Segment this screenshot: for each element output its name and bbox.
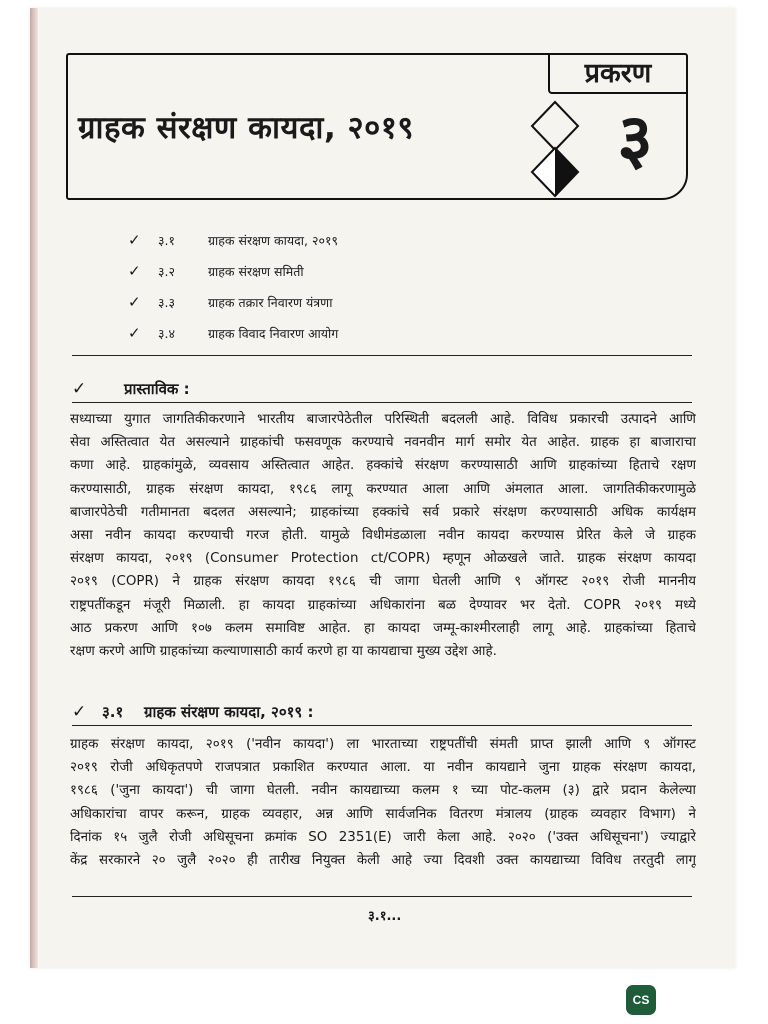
text-line: ग्राहक संरक्षण कायदा, २०१९ ('नवीन कायदा') ला भारताच्या राष्ट्रपतींची संमती प्राप्त झाली आणि ९ ऑगस्ट bbox=[70, 737, 696, 752]
toc-item-title: ग्राहक तक्रार निवारण यंत्रणा bbox=[208, 294, 333, 310]
diamond-decoration-icon bbox=[528, 98, 582, 198]
toc-item-number: ३.१ bbox=[158, 232, 175, 248]
section-paragraph bbox=[70, 733, 696, 872]
check-icon: ✓ bbox=[128, 293, 141, 311]
text-line: अधिकारांचा वापर करून, ग्राहक व्यवहार, अन्न आणि सार्वजनिक वितरण मंत्रालय (ग्राहक व्यवहार विभाग) ने bbox=[70, 806, 696, 822]
text-line: सेवा अस्तित्वात येत असल्याने ग्राहकांची फसवणूक करण्याचे नवनवीन मार्ग समोर येत आहेत. ग्राहक हा बाजाराचा bbox=[70, 435, 696, 451]
divider bbox=[72, 355, 692, 356]
toc-item-title: ग्राहक संरक्षण कायदा, २०१९ bbox=[208, 232, 338, 248]
divider bbox=[72, 725, 692, 726]
camscanner-badge-icon[interactable]: CS bbox=[626, 985, 656, 1015]
toc-item bbox=[128, 322, 338, 344]
chapter-label: प्रकरण bbox=[548, 54, 686, 94]
check-icon: ✓ bbox=[72, 702, 87, 722]
text-line: करण्यासाठी, ग्राहक संरक्षण कायदा, १९८६ लागू करण्यात आला आणि अंमलात आला. जागतिकीकरणामुळे bbox=[70, 481, 696, 497]
divider bbox=[72, 402, 692, 403]
toc-item bbox=[128, 229, 338, 251]
intro-heading-text: प्रास्ताविक : bbox=[124, 380, 190, 398]
text-line: संरक्षण कायदा, २०१९ (Consumer Protection ct/COPR) म्हणून ओळखले जाते. ग्राहक संरक्षण कायदा bbox=[70, 551, 696, 567]
text-line: १९८६ ('जुना कायदा') ची जागा घेतली. नवीन कायद्याच्या कलम १ च्या पोट-कलम (३) द्वारे प्रदान केलेल्या bbox=[70, 783, 696, 799]
footer-divider bbox=[72, 896, 692, 897]
toc-item-title: ग्राहक संरक्षण समिती bbox=[208, 263, 304, 279]
text-line: सध्याच्या युगात जागतिकीकरणाने भारतीय बाजारपेठेतील परिस्थिती बदलली आहे. विविध प्रकारची उत्पादने आणि bbox=[70, 412, 696, 427]
check-icon: ✓ bbox=[128, 231, 141, 249]
text-line: २०१९ (COPR) ने ग्राहक संरक्षण कायदा १९८६ ची जागा घेतली आणि ९ ऑगस्ट २०१९ रोजी माननीय bbox=[70, 574, 696, 590]
toc-item-number: ३.२ bbox=[158, 263, 175, 279]
chapter-number: ३ bbox=[617, 100, 653, 179]
chapter-title: ग्राहक संरक्षण कायदा, २०१९ bbox=[78, 110, 414, 146]
toc-item-number: ३.४ bbox=[158, 325, 175, 341]
intro-heading bbox=[72, 377, 190, 401]
text-line: दिनांक १५ जुलै रोजी अधिसूचना क्रमांक SO 2351(E) जारी केला आहे. २०२० ('उक्त अधिसूचना') ज्याद्वारे bbox=[70, 829, 696, 845]
check-icon: ✓ bbox=[72, 379, 87, 399]
section-number: ३.१ bbox=[102, 703, 124, 721]
section-heading bbox=[72, 700, 313, 724]
text-line: आठ प्रकरण आणि १०७ कलम समाविष्ट आहेत. हा कायदा जम्मू-काश्मीरलाही लागू आहे. ग्राहकांच्या हिताचे bbox=[70, 620, 696, 636]
text-line: असा नवीन कायदा करण्याची गरज होती. यामुळे विधीमंडळाला नवीन कायदा करण्यास प्रेरित केले जे ग्राहक bbox=[70, 528, 696, 544]
check-icon: ✓ bbox=[128, 262, 141, 280]
text-line: रक्षण करणे आणि ग्राहकांच्या कल्याणासाठी कार्य करणे हा या कायद्याचा मुख्य उद्देश आहे. bbox=[70, 644, 497, 660]
text-line: बाजारपेठेची गतीमानता बदलत असल्याने; ग्राहकांच्या हक्कांचे सर्व प्रकारे संरक्षण करण्यासाठी अधिक कार्यक्षम bbox=[70, 504, 696, 520]
check-icon: ✓ bbox=[128, 324, 141, 342]
section-heading-text: ग्राहक संरक्षण कायदा, २०१९ : bbox=[144, 703, 314, 721]
intro-paragraph bbox=[70, 408, 696, 663]
toc-item-number: ३.३ bbox=[158, 294, 175, 310]
page-spine-shadow bbox=[30, 8, 38, 968]
text-line: २०१९ रोजी अधिकृतपणे राजपत्रात प्रकाशित करण्यात आला. या नवीन कायद्याने जुना ग्राहक संरक्षण कायदा, bbox=[70, 760, 696, 776]
text-line: कणा आहे. ग्राहकांमुळे, व्यवसाय अस्तित्वात आहेत. हक्कांचे संरक्षण करण्यासाठी आणि ग्राहकांच्या हिताचे रक्षण bbox=[70, 458, 696, 474]
page-number: ३.१... bbox=[368, 909, 402, 924]
toc-item bbox=[128, 260, 304, 282]
toc-item-title: ग्राहक विवाद निवारण आयोग bbox=[208, 325, 339, 341]
text-line: केंद्र सरकारने २० जुलै २०२० ही तारीख नियुक्त केली आहे ज्या दिवशी उक्त कायद्याच्या विविध तरतुदी लागू bbox=[70, 853, 696, 869]
text-line: राष्ट्रपतींकडून मंजूरी मिळाली. हा कायदा ग्राहकांच्या अधिकारांना बळ देण्यावर भर देतो. COPR २०१९ मध्ये bbox=[70, 597, 696, 613]
toc-item bbox=[128, 291, 332, 313]
